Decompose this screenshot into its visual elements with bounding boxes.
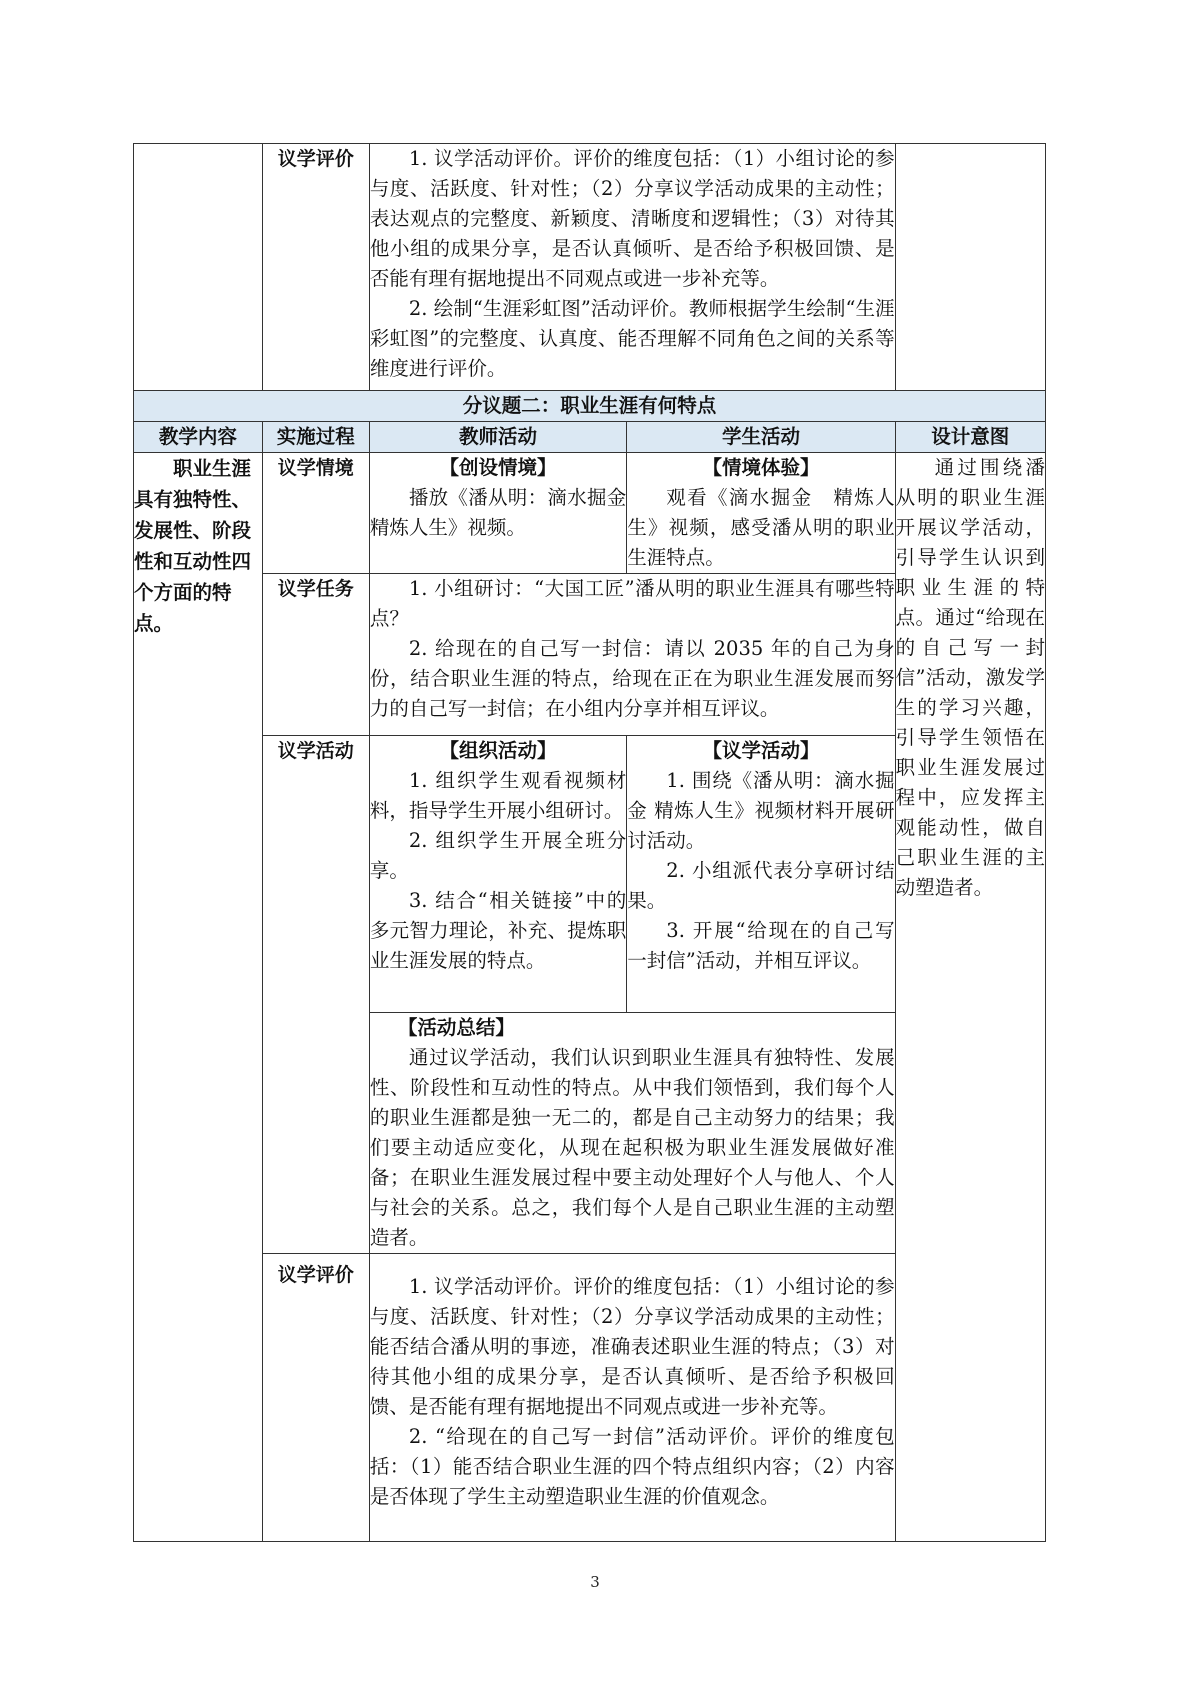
scenario-row [134, 453, 1046, 574]
design-intent-cell [895, 453, 1045, 1542]
header-process: 实施过程 [262, 422, 369, 453]
activity-label: 议学活动 [262, 736, 369, 1254]
scenario-student-cell [627, 453, 895, 574]
header-design-intent: 设计意图 [895, 422, 1045, 453]
top-evaluation-label: 议学评价 [262, 144, 369, 391]
section-title-row [134, 391, 1046, 422]
activity-student-title: 【议学活动】 [702, 739, 820, 762]
header-student-activity: 学生活动 [627, 422, 895, 453]
task-paragraph-2: 2. 给现在的自己写一封信：请以 2035 年的自己为身份，结合职业生涯的特点，给现在正在为职业生涯发展而努力的自己写一封信；在小组内分享并相互评议。 [369, 637, 895, 720]
activity-teacher-paragraph-3: 3. 结合“相关链接”中的多元智力理论，补充、提炼职业生涯发展的特点。 [369, 889, 627, 972]
scenario-teacher-text: 播放《潘从明：滴水掘金 精炼人生》视频。 [369, 486, 646, 539]
header-row [134, 422, 1046, 453]
teaching-content-text: 职业生涯具有独特性、发展性、阶段性和互动性四个方面的特点。 [134, 457, 252, 635]
page-number: 3 [590, 1573, 600, 1591]
task-text-cell [369, 574, 895, 736]
task-paragraph-1: 1. 小组研讨：“大国工匠”潘从明的职业生涯具有哪些特点？ [369, 577, 895, 630]
activity-teacher-paragraph-2: 2. 组织学生开展全班分享。 [369, 829, 627, 882]
summary-cell [369, 1013, 895, 1254]
evaluation-paragraph-1: 1. 议学活动评价。评价的维度包括：（1）小组讨论的参与度、活跃度、针对性；（2）分享议学活动成果的主动性；能否结合潘从明的事迹，准确表述职业生涯的特点；（3）对待其他小组的成果分享，是否认真倾听、是否给予积极回馈、是否能有理有据地提出不同观点或进一步补充等。 [369, 1275, 895, 1418]
scenario-student-text: 观看《滴水掘金 精炼人生》视频，感受潘从明的职业生涯特点。 [627, 486, 895, 569]
lesson-plan-table [133, 143, 1046, 1542]
scenario-student-title: 【情境体验】 [702, 456, 820, 479]
activity-teacher-paragraph-1: 1. 组织学生观看视频材料，指导学生开展小组研讨。 [369, 769, 627, 822]
top-evaluation-row [134, 144, 1046, 391]
summary-text: 通过议学活动，我们认识到职业生涯具有独特性、发展性、阶段性和互动性的特点。从中我们领悟到，我们每个人的职业生涯都是独一无二的，都是自己主动努力的结果；我们要主动适应变化，从现在起积极为职业生涯发展做好准备；在职业生涯发展过程中要主动处理好个人与他人、个人与社会的关系。总之，我们每个人是自己职业生涯的主动塑造者。 [369, 1046, 895, 1249]
design-intent-text: 通过围绕潘从明的职业生涯开展议学活动，引导学生认识到职业生涯的特点。通过“给现在的自己写一封信”活动，激发学生的学习兴趣，引导学生领悟在职业生涯发展过程中，应发挥主观能动性，做自己职业生涯的主动塑造者。 [895, 456, 1045, 899]
header-teacher-activity: 教师活动 [369, 422, 626, 453]
activity-student-paragraph-1: 1. 围绕《潘从明：滴水掘金 精炼人生》视频材料开展研讨活动。 [627, 769, 895, 852]
scenario-teacher-cell [369, 453, 646, 574]
evaluation-text-cell [369, 1254, 895, 1542]
evaluation-label: 议学评价 [262, 1254, 369, 1542]
top-empty-intent-cell [895, 144, 1045, 391]
activity-teacher-title: 【组织活动】 [439, 739, 557, 762]
scenario-teacher-title: 【创设情境】 [439, 456, 557, 479]
activity-student-paragraph-3: 3. 开展“给现在的自己写一封信”活动，并相互评议。 [627, 919, 895, 972]
scenario-label: 议学情境 [262, 453, 369, 574]
top-empty-content-cell [134, 144, 263, 391]
top-evaluation-paragraph-2: 2. 绘制“生涯彩虹图”活动评价。教师根据学生绘制“生涯彩虹图”的完整度、认真度、能否理解不同角色之间的关系等维度进行评价。 [369, 297, 895, 380]
summary-title: 【活动总结】 [397, 1016, 515, 1039]
activity-teacher-cell [369, 736, 626, 1013]
top-evaluation-paragraph-1: 1. 议学活动评价。评价的维度包括：（1）小组讨论的参与度、活跃度、针对性；（2）分享议学活动成果的主动性；表达观点的完整度、新颖度、清晰度和逻辑性；（3）对待其他小组的成果分享，是否认真倾听、是否给予积极回馈、是否能有理有据地提出不同观点或进一步补充等。 [369, 147, 895, 290]
activity-student-paragraph-2: 2. 小组派代表分享研讨结果。 [627, 859, 895, 912]
teaching-content-cell [134, 453, 263, 1542]
section-title: 分议题二：职业生涯有何特点 [134, 391, 1046, 422]
evaluation-paragraph-2: 2. “给现在的自己写一封信”活动评价。评价的维度包括：（1）能否结合职业生涯的四个特点组织内容；（2）内容是否体现了学生主动塑造职业生涯的价值观念。 [369, 1425, 895, 1508]
header-teaching-content: 教学内容 [134, 422, 263, 453]
activity-student-cell [627, 736, 895, 1013]
top-evaluation-text [369, 144, 895, 391]
task-label: 议学任务 [262, 574, 369, 736]
